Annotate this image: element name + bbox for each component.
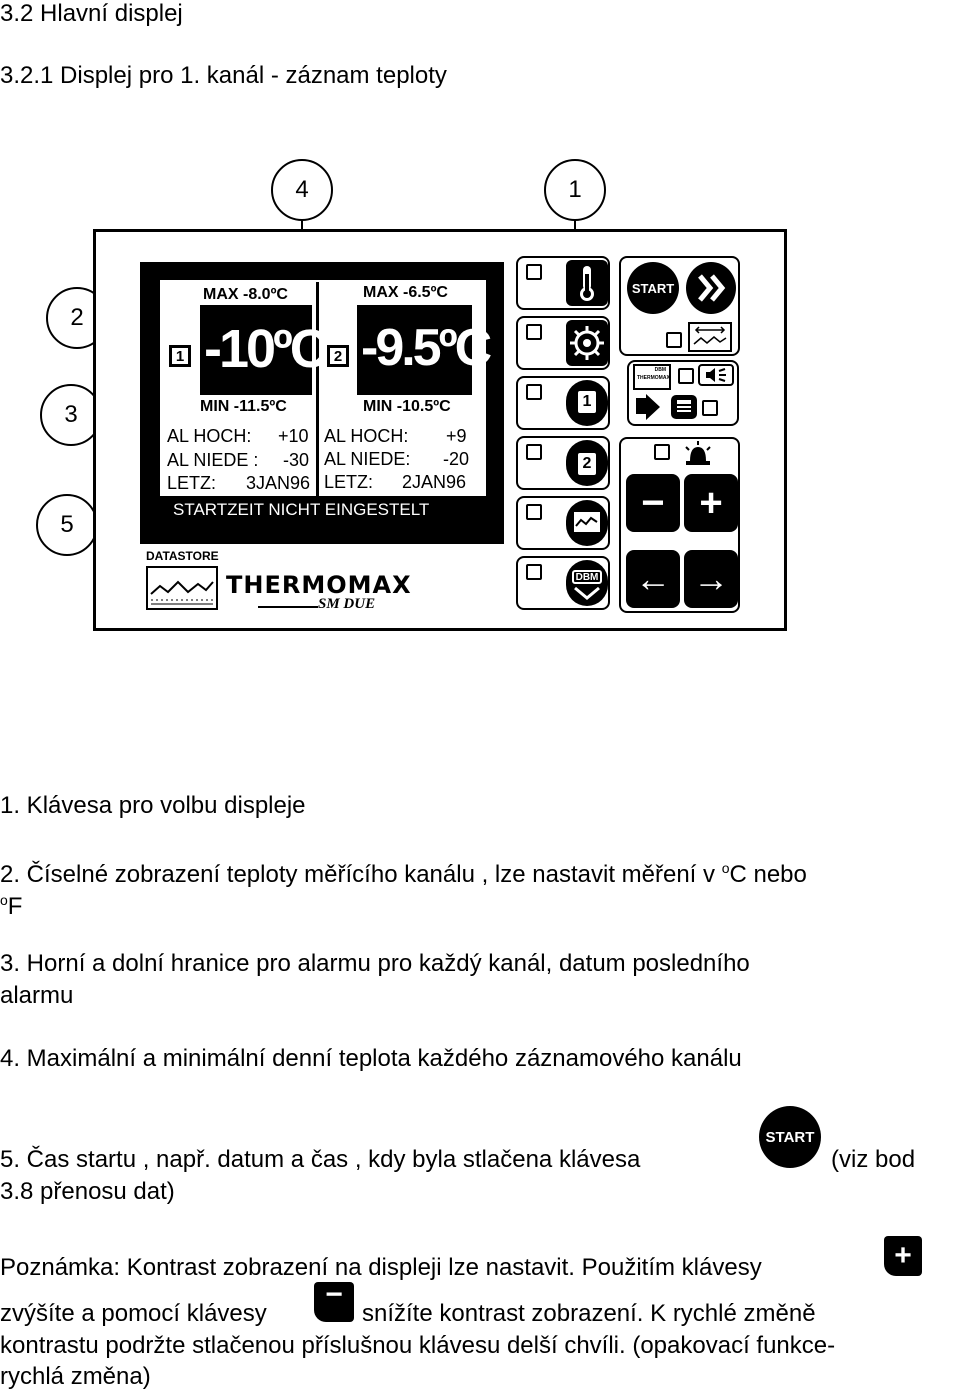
ch2-al-hoch-label: AL HOCH: (324, 426, 409, 446)
key-row-channel-1[interactable] (516, 376, 610, 430)
callout-2: 2 (46, 287, 108, 349)
note-line-2b: snížíte kontrast zobrazení. K rychlé změně (362, 1300, 816, 1327)
ch2-letz-label: LETZ: (324, 472, 374, 492)
inline-plus-key: + (884, 1236, 922, 1276)
callout-4: 4 (271, 159, 333, 221)
key-row-thermometer[interactable] (516, 256, 610, 310)
key-row-channel-2[interactable] (516, 436, 610, 490)
ch2-min: MIN -10.5ºC (363, 398, 451, 415)
key-row-settings[interactable] (516, 316, 610, 370)
ch1-al-hoch-value: +10 (278, 426, 309, 446)
ch2-max: MAX -6.5ºC (363, 284, 448, 301)
note-line-2a: zvýšíte a pomocí klávesy (0, 1300, 267, 1327)
section-heading: 3.2 Hlavní displej (0, 0, 183, 27)
ch2-al-hoch-value: +9 (446, 426, 467, 446)
list-item-5-cont: 3.8 přenosu dat) (0, 1178, 175, 1205)
ch1-max: MAX -8.0ºC (203, 286, 288, 303)
callout-5: 5 (36, 494, 98, 556)
ch1-min: MIN -11.5ºC (200, 398, 287, 415)
speaker-icon[interactable] (698, 364, 734, 386)
ch2-letz-value: 2JAN96 (402, 472, 467, 492)
ch1-al-niede-label: AL NIEDE : (167, 450, 259, 470)
inline-minus-key: − (314, 1282, 354, 1322)
start-button[interactable]: START (627, 262, 679, 314)
callout-1: 1 (544, 159, 606, 221)
ch2-number: 2 (327, 345, 349, 367)
model-label: SM DUE (318, 596, 376, 612)
ch1-number: 1 (169, 345, 191, 367)
key-row-graph[interactable] (516, 496, 610, 550)
dbm-key: DBM (572, 570, 602, 584)
note-line-4: rychlá změna) (0, 1363, 151, 1390)
thermometer-icon (566, 260, 608, 306)
inline-start-key: START (759, 1106, 821, 1168)
channel-1-key: 1 (578, 391, 596, 413)
list-item-5: 5. Čas startu , např. datum a čas , kdy byla stlačena klávesa (0, 1146, 641, 1173)
gear-icon (566, 320, 608, 366)
right-arrow-button[interactable]: → (684, 550, 738, 608)
note-line-3: kontrastu podržte stlačenou příslušnou klávesu delší chvíli. (opakovací funkce- (0, 1332, 836, 1359)
datastore-label: DATASTORE (146, 549, 219, 563)
list-item-1: 1. Klávesa pro volbu displeje (0, 792, 306, 819)
ch1-al-niede-value: -30 (283, 450, 310, 470)
key-led (666, 332, 682, 348)
list-item-4: 4. Maximální a minimální denní teplota každého záznamového kanálu (0, 1045, 742, 1072)
brand-logo: THERMOMAX (226, 571, 412, 599)
fast-forward-icon (686, 262, 736, 314)
list-item-3-cont: alarmu (0, 982, 74, 1009)
datastore-logo-icon (146, 566, 218, 610)
ch1-letz-value: 3JAN96 (246, 473, 311, 493)
interval-graph-icon (688, 322, 732, 352)
ch2-al-niede-value: -20 (443, 449, 470, 469)
minus-button[interactable]: − (626, 474, 680, 532)
alarm-light-icon[interactable] (682, 441, 714, 467)
transfer-arrow-icon[interactable] (634, 394, 662, 420)
ch2-temperature: -9.5ºC (361, 319, 490, 377)
ch2-al-niede-label: AL NIEDE: (324, 449, 411, 469)
forward-button[interactable] (686, 262, 736, 314)
callout-3: 3 (40, 384, 102, 446)
list-item-2-cont: $^o$F (0, 892, 23, 920)
ch1-al-hoch-label: AL HOCH: (167, 426, 252, 446)
list-item-5-tail: (viz bod (831, 1146, 916, 1173)
subsection-heading: 3.2.1 Displej pro 1. kanál - záznam teploty (0, 62, 447, 89)
ch1-letz-label: LETZ: (167, 473, 217, 493)
plus-button[interactable]: + (684, 474, 738, 532)
channel-2-key: 2 (578, 453, 596, 475)
printer-icon[interactable] (670, 394, 698, 420)
note-line-1: Poznámka: Kontrast zobrazení na displeji lze nastavit. Použitím klávesy (0, 1254, 762, 1281)
ch1-temperature: -10ºC (204, 319, 326, 379)
chevron-down-icon (566, 586, 608, 602)
key-row-dbm[interactable] (516, 556, 610, 610)
graph-icon (566, 500, 608, 546)
list-item-2: 2. Číselné zobrazení teploty měřícího kanálu , lze nastavit měření v $^o$C nebo (0, 860, 807, 888)
lcd-status: STARTZEIT NICHT EINGESTELT (173, 500, 430, 519)
list-item-3: 3. Horní a dolní hranice pro alarmu pro každý kanál, datum posledního (0, 950, 750, 977)
thermomax-mini-icon: DBM THERMOMAX (633, 364, 671, 390)
left-arrow-button[interactable]: ← (626, 550, 680, 608)
